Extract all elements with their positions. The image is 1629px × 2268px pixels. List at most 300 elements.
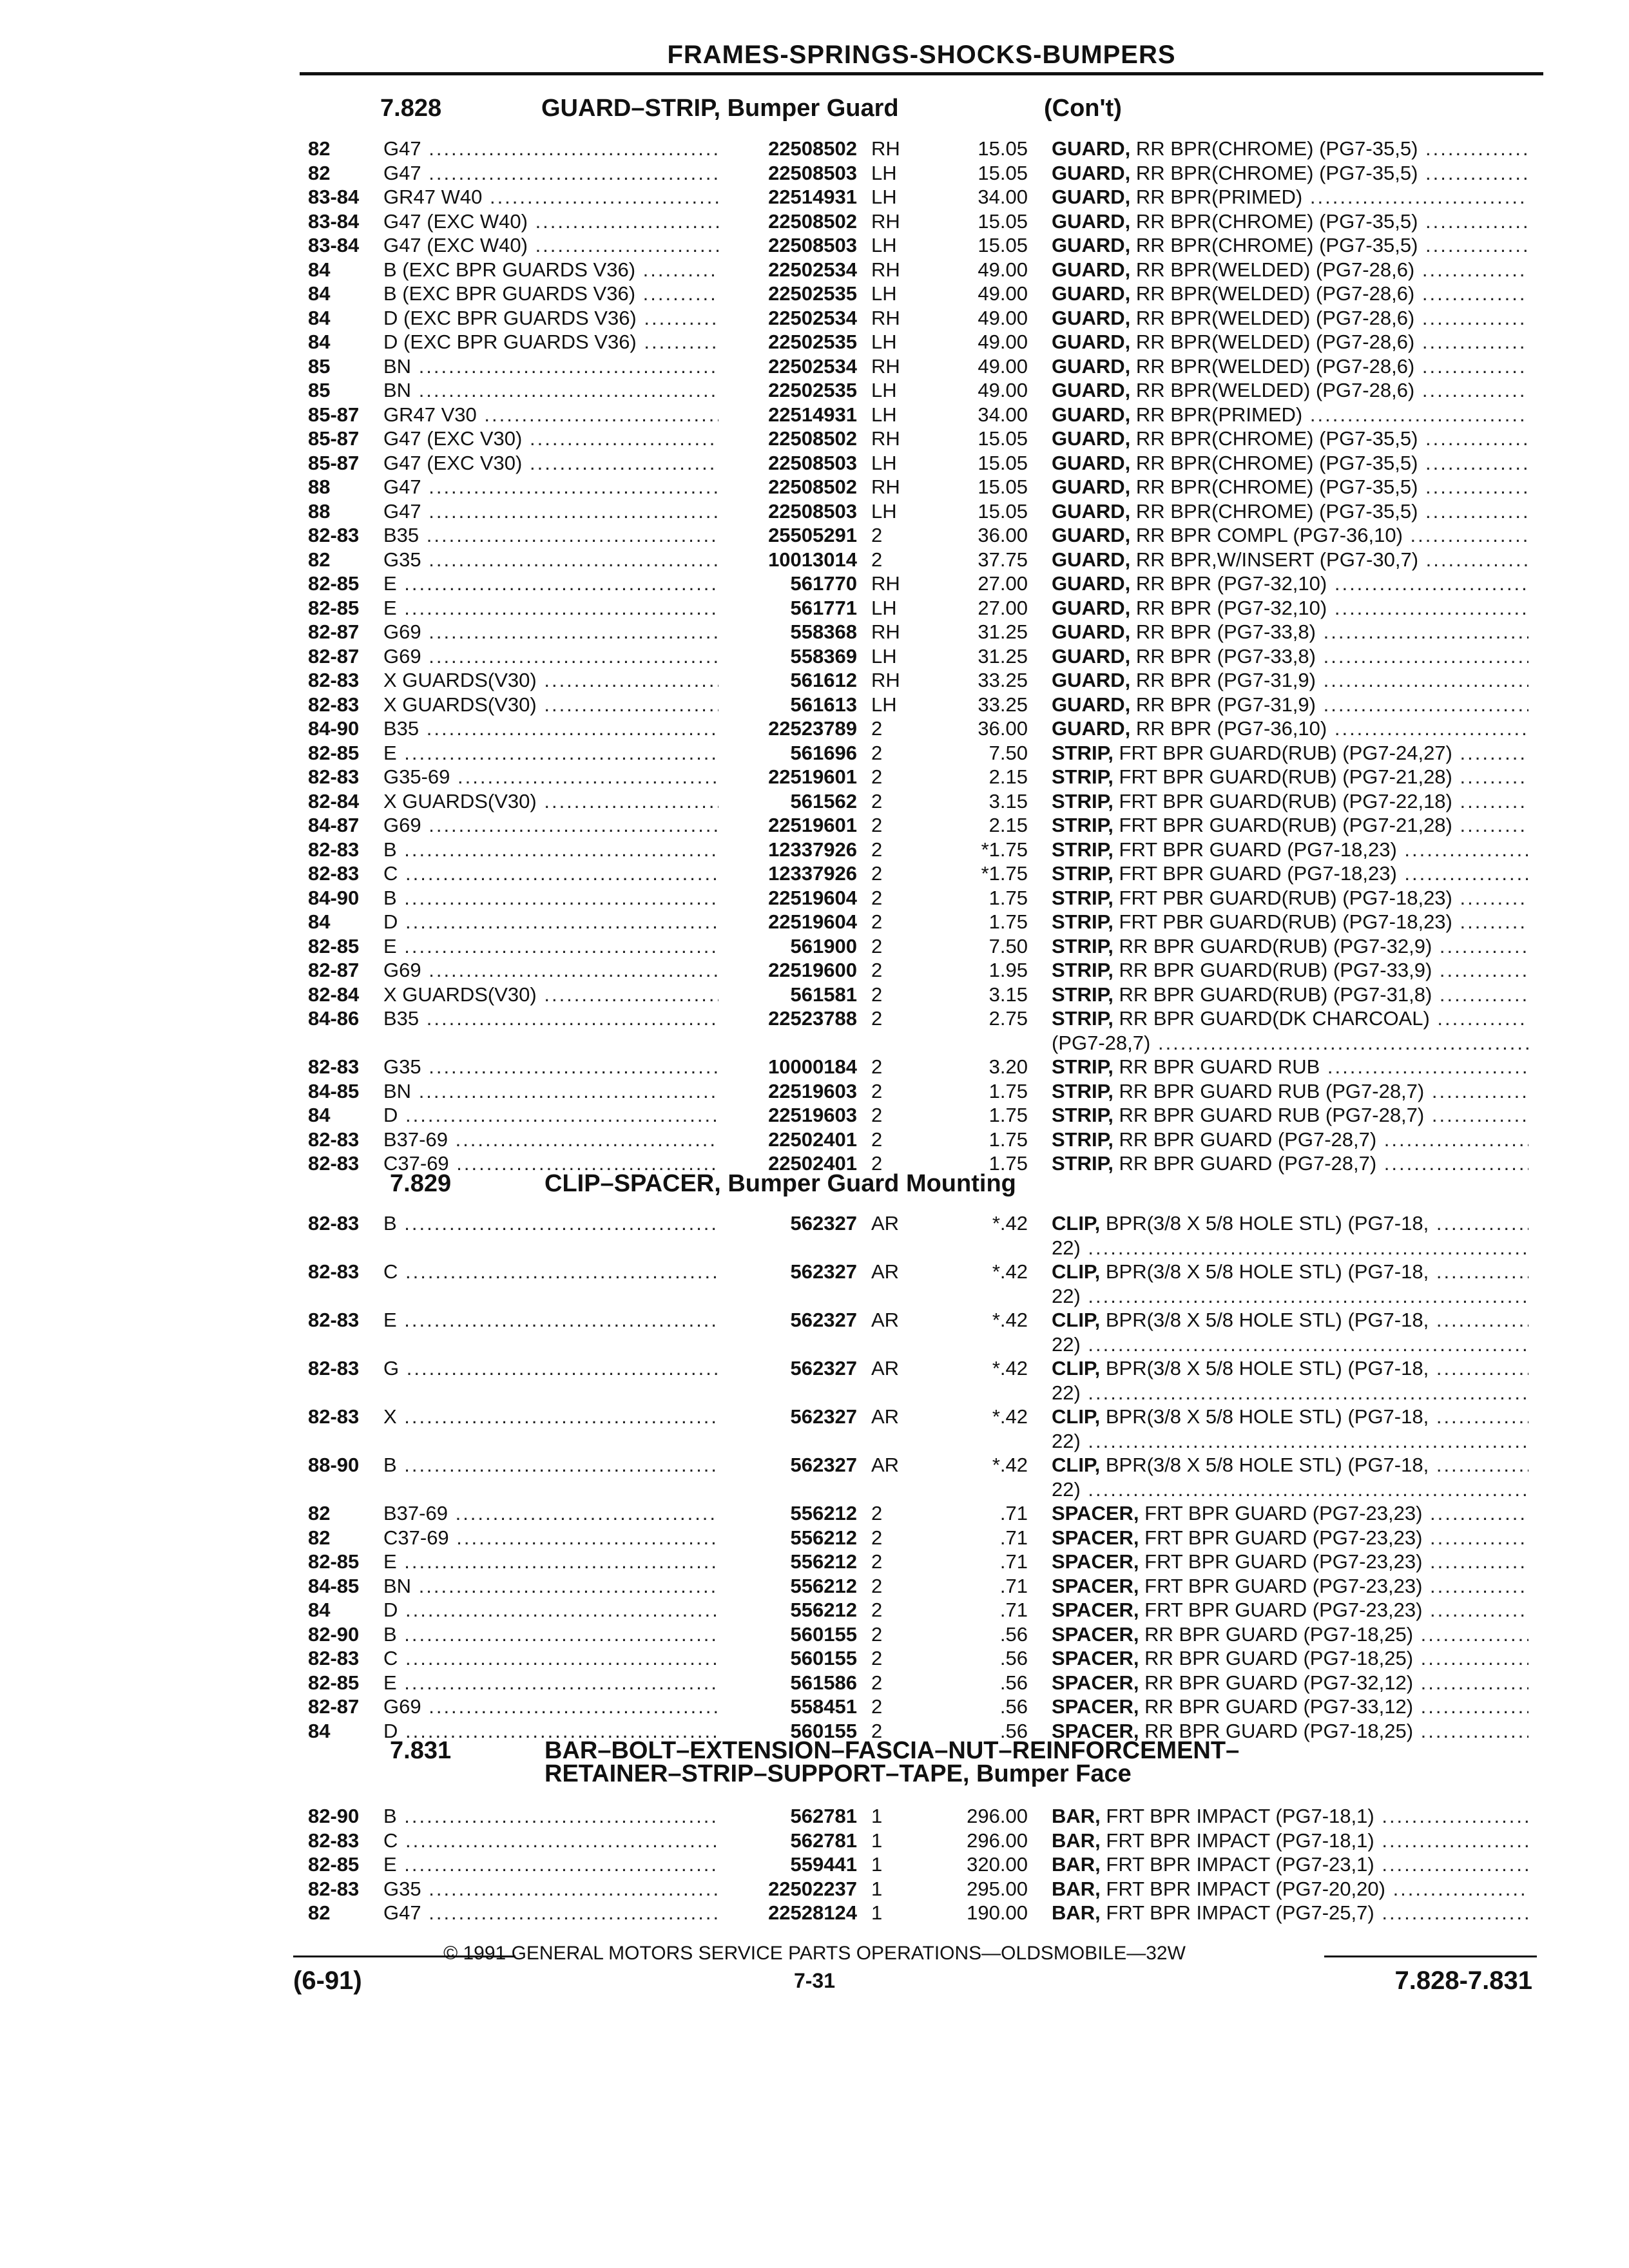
cell-qt: 2 — [871, 1055, 883, 1078]
cell-pr: 190.00 — [967, 1901, 1028, 1924]
description-text: RR BPR GUARD RUB (PG7-28,7) — [1119, 1079, 1425, 1102]
cell-pr: *.42 — [992, 1260, 1028, 1283]
cell-qt: 2 — [871, 959, 883, 981]
cell-qt: LH — [871, 234, 897, 256]
description-text: RR BPR GUARD(RUB) (PG7-33,9) — [1119, 959, 1432, 981]
description-text: RR BPR(WELDED) (PG7-28,6) — [1135, 282, 1415, 305]
cell-pr: 49.00 — [978, 306, 1028, 329]
table-row-continuation — [0, 1429, 1629, 1453]
description-keyword: STRIP, — [1052, 983, 1113, 1006]
cell-md: G47 (EXC V30) ..... — [383, 427, 718, 450]
cell-qt: 2 — [871, 548, 883, 571]
cell-md: B ..... — [383, 1211, 718, 1235]
cell-pr: 31.25 — [978, 644, 1028, 668]
description-text: RR BPR GUARD (PG7-28,7) — [1119, 1152, 1377, 1175]
description-keyword: CLIP, — [1052, 1405, 1101, 1428]
description-text: FRT BPR GUARD(RUB) (PG7-21,28) — [1119, 814, 1452, 836]
cell-pt: 22528124 — [768, 1901, 857, 1924]
description-keyword: GUARD, — [1052, 644, 1131, 668]
description-keyword: SPACER, — [1052, 1695, 1139, 1718]
cell-pt: 22508503 — [768, 499, 857, 523]
cell-description — [1052, 1429, 1528, 1453]
description-keyword: STRIP, — [1052, 1152, 1113, 1175]
cell-pt: 556212 — [790, 1526, 857, 1549]
cell-md: C37-69 ..... — [383, 1526, 718, 1550]
description-keyword: BAR, — [1052, 1901, 1101, 1924]
table-row — [0, 668, 1629, 692]
table-row — [0, 137, 1629, 160]
cell-md: G69 ..... — [383, 958, 718, 982]
cell-description — [1052, 1079, 1528, 1103]
cell-pr: 27.00 — [978, 572, 1028, 595]
cell-pt: 12337926 — [768, 838, 857, 861]
cell-md: G35 ..... — [383, 1877, 718, 1901]
description-keyword: STRIP, — [1052, 814, 1113, 836]
cell-md: G35-69 ..... — [383, 765, 718, 789]
cell-qt: AR — [871, 1357, 900, 1379]
description-keyword: STRIP, — [1052, 886, 1113, 909]
table-row — [0, 1501, 1629, 1525]
table-row — [0, 644, 1629, 668]
table-row — [0, 475, 1629, 499]
cell-description — [1052, 838, 1528, 861]
table-row — [0, 1405, 1629, 1428]
cell-pr: 15.05 — [978, 451, 1028, 474]
description-keyword: STRIP, — [1052, 741, 1113, 764]
cell-qt: 2 — [871, 934, 883, 957]
cell-description — [1052, 1453, 1528, 1477]
table-row — [0, 596, 1629, 620]
cell-yr: 82 — [308, 548, 331, 571]
cell-pt: 558451 — [790, 1695, 857, 1718]
section-number: 7.831 — [390, 1737, 452, 1764]
cell-description — [1052, 1031, 1528, 1055]
cell-md: E ..... — [383, 741, 718, 765]
cell-pt: 22508502 — [768, 476, 857, 498]
cell-yr: 84-90 — [308, 886, 360, 909]
cell-description — [1052, 330, 1528, 354]
section-range: 7.828-7.831 — [1394, 1966, 1532, 1995]
description-text: FRT BPR IMPACT (PG7-23,1) — [1106, 1853, 1374, 1876]
table-row — [0, 1453, 1629, 1477]
cell-pt: 22523788 — [768, 1007, 857, 1030]
description-keyword: GUARD, — [1052, 331, 1131, 353]
cell-yr: 82-90 — [308, 1805, 360, 1827]
table-row — [0, 1646, 1629, 1670]
cell-md: X ..... — [383, 1405, 718, 1428]
cell-yr: 82 — [308, 161, 331, 184]
description-text: FRT PBR GUARD(RUB) (PG7-18,23) — [1119, 910, 1452, 933]
description-keyword: GUARD, — [1052, 379, 1131, 401]
description-text: RR BPR(WELDED) (PG7-28,6) — [1135, 331, 1415, 353]
description-text: 22) — [1052, 1477, 1081, 1501]
cell-description — [1052, 1128, 1528, 1151]
cell-qt: LH — [871, 451, 897, 474]
description-keyword: STRIP, — [1052, 789, 1113, 812]
cell-md: E ..... — [383, 572, 718, 595]
section-number: 7.828 — [380, 95, 442, 122]
description-keyword: GUARD, — [1052, 548, 1131, 571]
table-row — [0, 861, 1629, 885]
cell-pt: 12337926 — [768, 862, 857, 885]
description-keyword: SPACER, — [1052, 1574, 1139, 1597]
cell-md: E ..... — [383, 596, 718, 620]
cell-pt: 561770 — [790, 572, 857, 595]
description-text: 22) — [1052, 1429, 1081, 1452]
cell-qt: 2 — [871, 741, 883, 764]
cell-yr: 84-85 — [308, 1574, 360, 1597]
cell-md: G35 ..... — [383, 548, 718, 572]
cell-description — [1052, 354, 1528, 378]
description-keyword: STRIP, — [1052, 959, 1113, 981]
cell-description — [1052, 1103, 1528, 1127]
table-row — [0, 427, 1629, 450]
section-continued: (Con't) — [1044, 95, 1122, 122]
description-text: RR BPR (PG7-33,8) — [1135, 644, 1316, 668]
table-row — [0, 233, 1629, 257]
description-text: 22) — [1052, 1284, 1081, 1307]
cell-yr: 82-83 — [308, 669, 360, 691]
page-number: 7-31 — [793, 1969, 836, 1992]
cell-pr: 296.00 — [967, 1829, 1028, 1852]
cell-pr: 3.20 — [988, 1055, 1028, 1078]
cell-pr: 15.05 — [978, 161, 1028, 184]
cell-pt: 22502534 — [768, 306, 857, 329]
description-keyword: SPACER, — [1052, 1622, 1139, 1646]
cell-qt: 2 — [871, 862, 883, 885]
cell-pr: *.42 — [992, 1357, 1028, 1379]
description-text: RR BPR(WELDED) (PG7-28,6) — [1135, 379, 1415, 401]
cell-description — [1052, 1260, 1528, 1283]
cell-qt: AR — [871, 1405, 900, 1428]
cell-pt: 562327 — [790, 1454, 857, 1476]
description-keyword: SPACER, — [1052, 1599, 1139, 1621]
cell-qt: 2 — [871, 1647, 883, 1669]
cell-pr: 49.00 — [978, 379, 1028, 401]
description-keyword: SPACER, — [1052, 1647, 1139, 1669]
cell-pr: .71 — [999, 1599, 1028, 1621]
cell-yr: 82-83 — [308, 1212, 360, 1235]
cell-description — [1052, 910, 1528, 934]
cell-pr: 320.00 — [967, 1853, 1028, 1876]
cell-pt: 22508503 — [768, 161, 857, 184]
description-keyword: SPACER, — [1052, 1671, 1139, 1694]
cell-yr: 85 — [308, 354, 331, 378]
cell-yr: 84-87 — [308, 814, 360, 836]
cell-pt: 22508502 — [768, 209, 857, 233]
cell-yr: 82-83 — [308, 1309, 360, 1331]
cell-pr: 2.15 — [988, 814, 1028, 836]
description-text: FRT PBR GUARD(RUB) (PG7-18,23) — [1119, 886, 1452, 909]
table-row — [0, 1877, 1629, 1901]
description-text: FRT BPR GUARD(RUB) (PG7-24,27) — [1119, 741, 1452, 764]
cell-md: B37-69 ..... — [383, 1128, 718, 1151]
cell-qt: RH — [871, 258, 900, 281]
description-keyword: GUARD, — [1052, 306, 1131, 329]
description-text: RR BPR GUARD RUB (PG7-28,7) — [1119, 1104, 1425, 1126]
cell-pr: 49.00 — [978, 331, 1028, 353]
cell-pt: 22508503 — [768, 451, 857, 474]
cell-yr: 82-87 — [308, 620, 360, 643]
cell-description — [1052, 596, 1528, 620]
table-row — [0, 499, 1629, 523]
revision-date: (6-91) — [293, 1966, 362, 1995]
cell-pr: 49.00 — [978, 354, 1028, 378]
cell-pt: 556212 — [790, 1502, 857, 1524]
cell-yr: 82-83 — [308, 838, 360, 861]
description-text: FRT BPR GUARD (PG7-23,23) — [1144, 1599, 1423, 1621]
cell-description — [1052, 1381, 1528, 1405]
table-row-continuation — [0, 1236, 1629, 1260]
cell-pt: 561696 — [790, 741, 857, 764]
cell-pr: *.42 — [992, 1309, 1028, 1331]
description-text: RR BPR(WELDED) (PG7-28,6) — [1135, 354, 1415, 378]
cell-yr: 84 — [308, 910, 331, 933]
cell-pt: 561613 — [790, 693, 857, 716]
table-row — [0, 1829, 1629, 1852]
cell-description — [1052, 958, 1528, 982]
table-row — [0, 1055, 1629, 1079]
table-row — [0, 1719, 1629, 1743]
cell-md: G47 (EXC W40) ..... — [383, 233, 718, 257]
table-row — [0, 378, 1629, 402]
cell-description — [1052, 137, 1528, 160]
cell-pt: 22519604 — [768, 886, 857, 909]
table-row-continuation — [0, 1477, 1629, 1501]
cell-md: B37-69 ..... — [383, 1501, 718, 1525]
cell-pr: 1.75 — [988, 1104, 1028, 1126]
cell-yr: 82-83 — [308, 1152, 360, 1175]
cell-pt: 562327 — [790, 1212, 857, 1235]
cell-pt: 562781 — [790, 1829, 857, 1852]
description-keyword: GUARD, — [1052, 186, 1131, 208]
description-text: FRT BPR GUARD(RUB) (PG7-21,28) — [1119, 765, 1452, 788]
cell-pt: 562327 — [790, 1309, 857, 1331]
cell-description — [1052, 1901, 1528, 1925]
cell-description — [1052, 233, 1528, 257]
description-text: RR BPR(CHROME) (PG7-35,5) — [1135, 234, 1418, 256]
cell-description — [1052, 693, 1528, 716]
section-number: 7.829 — [390, 1170, 452, 1197]
table-row — [0, 185, 1629, 209]
description-text: RR BPR(WELDED) (PG7-28,6) — [1135, 306, 1415, 329]
description-text: RR BPR (PG7-32,10) — [1135, 572, 1327, 595]
table-row — [0, 209, 1629, 233]
description-keyword: GUARD, — [1052, 354, 1131, 378]
cell-md: G47 ..... — [383, 475, 718, 499]
description-keyword: STRIP, — [1052, 934, 1113, 957]
table-row — [0, 983, 1629, 1006]
table-row — [0, 838, 1629, 861]
cell-description — [1052, 1236, 1528, 1260]
cell-pr: 15.05 — [978, 476, 1028, 498]
cell-description — [1052, 620, 1528, 644]
cell-description — [1052, 282, 1528, 305]
cell-pr: .56 — [999, 1622, 1028, 1646]
cell-pr: 27.00 — [978, 596, 1028, 619]
cell-pt: 22519604 — [768, 910, 857, 933]
cell-qt: LH — [871, 499, 897, 523]
cell-pr: 36.00 — [978, 524, 1028, 546]
description-keyword: STRIP, — [1052, 910, 1113, 933]
cell-yr: 82-83 — [308, 765, 360, 788]
cell-yr: 82 — [308, 1901, 331, 1924]
cell-description — [1052, 209, 1528, 233]
cell-description — [1052, 427, 1528, 450]
cell-pr: 7.50 — [988, 741, 1028, 764]
cell-qt: LH — [871, 186, 897, 208]
cell-description — [1052, 1284, 1528, 1308]
description-keyword: STRIP, — [1052, 862, 1113, 885]
cell-description — [1052, 1877, 1528, 1901]
cell-description — [1052, 1332, 1528, 1356]
header-rule — [300, 72, 1543, 75]
description-text: RR BPR GUARD (PG7-32,12) — [1144, 1671, 1414, 1694]
cell-md: G47 ..... — [383, 499, 718, 523]
cell-pr: 37.75 — [978, 548, 1028, 571]
description-keyword: GUARD, — [1052, 137, 1131, 160]
description-text: RR BPR GUARD(DK CHARCOAL) — [1119, 1007, 1430, 1030]
cell-yr: 82-87 — [308, 1695, 360, 1718]
cell-description — [1052, 741, 1528, 765]
cell-pr: 15.05 — [978, 209, 1028, 233]
description-text: RR BPR(CHROME) (PG7-35,5) — [1135, 427, 1418, 450]
cell-yr: 84 — [308, 1719, 331, 1742]
cell-pt: 559441 — [790, 1853, 857, 1876]
description-text: RR BPR(CHROME) (PG7-35,5) — [1135, 499, 1418, 523]
description-keyword: GUARD, — [1052, 693, 1131, 716]
cell-pt: 22502535 — [768, 331, 857, 353]
cell-yr: 82-84 — [308, 789, 360, 812]
description-keyword: SPACER, — [1052, 1526, 1139, 1549]
table-row — [0, 1079, 1629, 1103]
cell-pt: 556212 — [790, 1550, 857, 1573]
cell-pr: .71 — [999, 1502, 1028, 1524]
cell-description — [1052, 1006, 1528, 1030]
cell-pt: 22502534 — [768, 354, 857, 378]
table-row — [0, 1622, 1629, 1646]
cell-description — [1052, 1405, 1528, 1428]
cell-yr: 82-83 — [308, 1829, 360, 1852]
cell-md: C ..... — [383, 1646, 718, 1670]
table-row — [0, 306, 1629, 330]
cell-qt: 2 — [871, 1526, 883, 1549]
cell-pt: 22523789 — [768, 717, 857, 740]
description-text: RR BPR(CHROME) (PG7-35,5) — [1135, 451, 1418, 474]
cell-pt: 562327 — [790, 1357, 857, 1379]
description-keyword: STRIP, — [1052, 1128, 1113, 1151]
cell-md: G ..... — [383, 1356, 718, 1380]
cell-description — [1052, 1646, 1528, 1670]
table-row — [0, 1260, 1629, 1283]
table-row — [0, 1211, 1629, 1235]
cell-qt: 2 — [871, 1079, 883, 1102]
cell-description — [1052, 378, 1528, 402]
cell-yr: 85-87 — [308, 427, 360, 450]
table-row — [0, 765, 1629, 789]
table-row — [0, 258, 1629, 282]
cell-qt: 1 — [871, 1829, 883, 1852]
copyright-line: © 1991 GENERAL MOTORS SERVICE PARTS OPERATIONS—OLDSMOBILE—32W — [443, 1943, 1186, 1964]
cell-pt: 22519603 — [768, 1104, 857, 1126]
cell-pt: 22519600 — [768, 959, 857, 981]
description-text: FRT BPR GUARD(RUB) (PG7-22,18) — [1119, 789, 1452, 812]
cell-qt: 2 — [871, 886, 883, 909]
description-keyword: GUARD, — [1052, 669, 1131, 691]
description-keyword: CLIP, — [1052, 1454, 1101, 1476]
cell-pt: 560155 — [790, 1647, 857, 1669]
cell-pr: 33.25 — [978, 669, 1028, 691]
table-row — [0, 1151, 1629, 1175]
cell-md: B ..... — [383, 838, 718, 861]
cell-pr: *.42 — [992, 1405, 1028, 1428]
cell-pr: 34.00 — [978, 186, 1028, 208]
cell-qt: 1 — [871, 1805, 883, 1827]
cell-pr: *.42 — [992, 1212, 1028, 1235]
cell-yr: 83-84 — [308, 234, 360, 256]
cell-md: G47 (EXC W40) ..... — [383, 209, 718, 233]
cell-qt: 2 — [871, 1502, 883, 1524]
cell-md: E ..... — [383, 1671, 718, 1695]
description-keyword: GUARD, — [1052, 234, 1131, 256]
cell-yr: 84 — [308, 258, 331, 281]
cell-description — [1052, 403, 1528, 427]
table-row — [0, 403, 1629, 427]
cell-md: B35 ..... — [383, 523, 718, 547]
cell-md: B (EXC BPR GUARDS V36) ..... — [383, 282, 718, 305]
description-text: RR BPR,W/INSERT (PG7-30,7) — [1135, 548, 1419, 571]
cell-description — [1052, 1501, 1528, 1525]
cell-pt: 22502535 — [768, 379, 857, 401]
cell-md: D ..... — [383, 1598, 718, 1622]
table-row — [0, 1804, 1629, 1828]
cell-qt: 2 — [871, 1622, 883, 1646]
description-keyword: GUARD, — [1052, 476, 1131, 498]
cell-md: G69 ..... — [383, 1695, 718, 1718]
table-row — [0, 282, 1629, 305]
cell-qt: 2 — [871, 524, 883, 546]
cell-qt: 2 — [871, 1128, 883, 1151]
table-row — [0, 1128, 1629, 1151]
cell-qt: LH — [871, 379, 897, 401]
cell-yr: 82-85 — [308, 1671, 360, 1694]
cell-md: C ..... — [383, 1829, 718, 1852]
description-keyword: SPACER, — [1052, 1719, 1139, 1742]
description-keyword: GUARD, — [1052, 717, 1131, 740]
cell-pt: 22502401 — [768, 1152, 857, 1175]
cell-pr: 34.00 — [978, 403, 1028, 426]
description-text: BPR(3/8 X 5/8 HOLE STL) (PG7-18, — [1105, 1357, 1429, 1379]
cell-md: D ..... — [383, 910, 718, 934]
cell-qt: RH — [871, 620, 900, 643]
cell-md: GR47 W40 ..... — [383, 185, 718, 209]
cell-pr: .56 — [999, 1671, 1028, 1694]
cell-qt: 1 — [871, 1877, 883, 1900]
description-text: RR BPR(CHROME) (PG7-35,5) — [1135, 137, 1418, 160]
cell-qt: 1 — [871, 1853, 883, 1876]
cell-md: B (EXC BPR GUARDS V36) ..... — [383, 258, 718, 282]
cell-description — [1052, 886, 1528, 910]
cell-pr: 7.50 — [988, 934, 1028, 957]
cell-md: X GUARDS(V30) ..... — [383, 693, 718, 716]
cell-md: BN ..... — [383, 378, 718, 402]
description-keyword: GUARD, — [1052, 161, 1131, 184]
cell-description — [1052, 1477, 1528, 1501]
cell-yr: 82 — [308, 1526, 331, 1549]
cell-md: E ..... — [383, 1550, 718, 1573]
description-keyword: GUARD, — [1052, 499, 1131, 523]
cell-pt: 22502401 — [768, 1128, 857, 1151]
